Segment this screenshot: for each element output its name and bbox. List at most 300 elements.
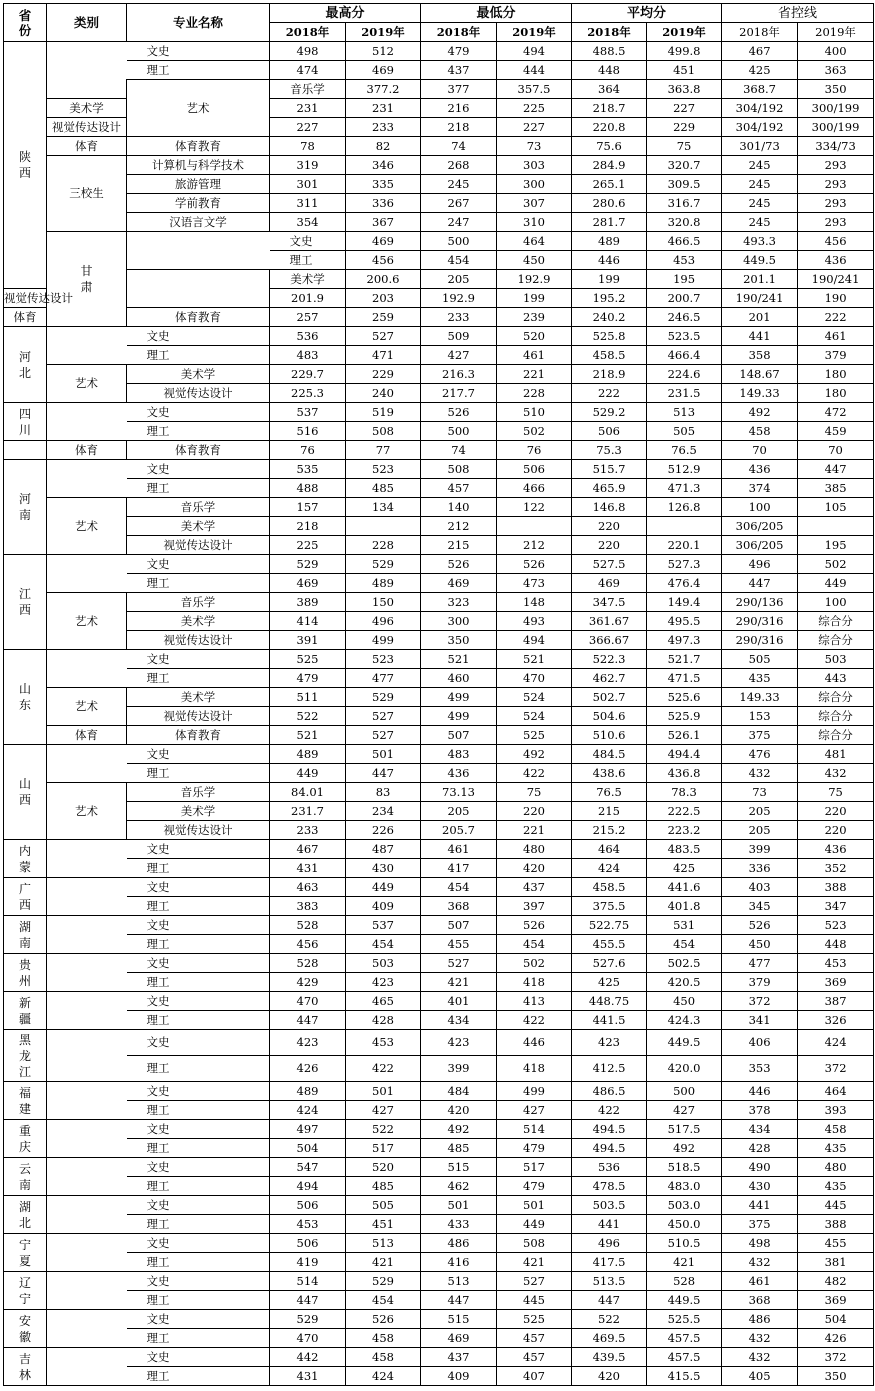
table-row [4, 1011, 874, 1030]
table-row [4, 365, 874, 384]
province-name: 湖南 [18, 919, 31, 950]
table-row [4, 403, 874, 422]
score-cell: 432 [722, 1253, 798, 1272]
category-cell: 艺术 [47, 365, 127, 403]
major-cell: 理工 [127, 1011, 270, 1030]
major-cell: 美术学 [127, 688, 270, 707]
province-name: 贵州 [18, 957, 31, 988]
year-2018-header: 2018年 [421, 23, 497, 42]
major-cell: 理工 [127, 764, 270, 783]
score-cell: 216 [421, 99, 497, 118]
score-cell: 201.1 [722, 270, 798, 289]
score-cell: 379 [722, 973, 798, 992]
table-row [4, 593, 874, 612]
score-cell: 180 [798, 365, 874, 384]
score-cell: 484.5 [572, 745, 647, 764]
score-cell: 222 [572, 384, 647, 403]
score-cell: 148.67 [722, 365, 798, 384]
score-cell: 320.7 [647, 156, 722, 175]
province-header-text: 省份 [18, 7, 32, 38]
score-cell: 220 [798, 802, 874, 821]
score-cell: 492 [647, 1139, 722, 1158]
score-cell: 469 [346, 61, 421, 80]
score-cell: 442 [270, 1348, 346, 1367]
score-cell: 479 [497, 1139, 572, 1158]
score-cell: 505 [722, 650, 798, 669]
score-cell: 427 [421, 346, 497, 365]
score-cell: 467 [722, 42, 798, 61]
score-cell: 510.5 [647, 1234, 722, 1253]
major-cell: 美术学 [127, 612, 270, 631]
score-cell: 458.5 [572, 346, 647, 365]
score-cell: 494.5 [572, 1120, 647, 1139]
category-cell [47, 1272, 127, 1310]
score-cell: 220.1 [647, 536, 722, 555]
score-cell: 478.5 [572, 1177, 647, 1196]
category-cell: 艺术 [47, 593, 127, 650]
score-cell: 220 [572, 536, 647, 555]
category-cell: 艺术 [47, 783, 127, 840]
table-row [4, 213, 874, 232]
score-cell: 422 [346, 1056, 421, 1082]
table-row [4, 1215, 874, 1234]
major-cell: 美术学 [270, 270, 346, 289]
score-cell: 522 [270, 707, 346, 726]
score-cell: 199 [497, 289, 572, 308]
table-row [4, 859, 874, 878]
table-row [4, 1196, 874, 1215]
score-cell: 502.7 [572, 688, 647, 707]
province-cell [4, 1272, 47, 1310]
score-cell: 391 [270, 631, 346, 650]
score-cell: 157 [270, 498, 346, 517]
score-cell: 526 [346, 1310, 421, 1329]
province-name: 宁夏 [18, 1237, 31, 1268]
score-cell: 240.2 [572, 308, 647, 327]
score-cell: 426 [798, 1329, 874, 1348]
score-cell: 484 [421, 1082, 497, 1101]
score-cell: 205 [421, 270, 497, 289]
score-cell: 215 [421, 536, 497, 555]
score-cell: 514 [270, 1272, 346, 1291]
score-cell: 423 [572, 1030, 647, 1056]
province-header [4, 4, 47, 42]
score-cell: 457.5 [647, 1348, 722, 1367]
score-cell: 304/192 [722, 118, 798, 137]
score-cell: 455 [421, 935, 497, 954]
score-cell: 490 [722, 1158, 798, 1177]
score-cell: 483 [270, 346, 346, 365]
score-cell: 479 [421, 42, 497, 61]
major-cell: 视觉传达设计 [4, 289, 47, 308]
score-cell: 495.5 [647, 612, 722, 631]
score-cell: 406 [722, 1030, 798, 1056]
score-cell: 403 [722, 878, 798, 897]
score-cell: 375 [722, 726, 798, 745]
score-cell: 240 [346, 384, 421, 403]
category-cell: 体育 [4, 308, 47, 327]
category-cell [127, 232, 270, 270]
score-cell: 421 [497, 1253, 572, 1272]
score-cell: 76.5 [572, 783, 647, 802]
score-cell: 503.0 [647, 1196, 722, 1215]
score-cell: 462.7 [572, 669, 647, 688]
province-name: 云南 [18, 1161, 31, 1192]
score-cell: 522 [346, 1120, 421, 1139]
score-cell: 74 [421, 137, 497, 156]
score-cell: 447 [722, 574, 798, 593]
table-row [4, 1177, 874, 1196]
major-cell: 旅游管理 [127, 175, 270, 194]
score-cell: 220.8 [572, 118, 647, 137]
score-cell: 233 [270, 821, 346, 840]
score-cell: 526 [421, 555, 497, 574]
score-cell: 375 [722, 1215, 798, 1234]
score-cell: 471.5 [647, 669, 722, 688]
score-cell: 418 [497, 973, 572, 992]
score-cell: 457.5 [647, 1329, 722, 1348]
category-cell [47, 992, 127, 1030]
table-row [4, 574, 874, 593]
score-cell: 431 [270, 859, 346, 878]
province-name: 河北 [18, 349, 31, 380]
score-cell: 512 [346, 42, 421, 61]
table-row [4, 1291, 874, 1310]
score-cell: 525.9 [647, 707, 722, 726]
score-cell: 432 [722, 764, 798, 783]
score-cell: 547 [270, 1158, 346, 1177]
major-cell: 文史 [127, 954, 270, 973]
category-cell [47, 1348, 127, 1386]
category-cell: 艺术 [47, 688, 127, 726]
score-cell: 401 [421, 992, 497, 1011]
score-cell: 445 [798, 1196, 874, 1215]
score-cell: 456 [270, 935, 346, 954]
score-cell: 350 [798, 80, 874, 99]
score-cell: 311 [270, 194, 346, 213]
category-cell [47, 42, 127, 99]
score-cell: 449 [270, 764, 346, 783]
major-cell: 理工 [127, 1139, 270, 1158]
score-cell: 372 [798, 1348, 874, 1367]
score-cell: 423 [346, 973, 421, 992]
score-cell: 501 [497, 1196, 572, 1215]
score-cell: 427 [647, 1101, 722, 1120]
score-cell: 480 [798, 1158, 874, 1177]
score-cell: 234 [346, 802, 421, 821]
major-cell: 文史 [127, 878, 270, 897]
score-cell: 综合分 [798, 726, 874, 745]
score-cell: 205 [722, 802, 798, 821]
score-cell: 529 [346, 1272, 421, 1291]
table-row [4, 479, 874, 498]
score-cell: 494.4 [647, 745, 722, 764]
table-row [4, 517, 874, 536]
score-cell: 492 [421, 1120, 497, 1139]
province-cell [4, 1196, 47, 1234]
score-cell: 77 [346, 441, 421, 460]
score-cell: 447 [346, 764, 421, 783]
score-cell: 212 [421, 517, 497, 536]
score-cell: 412.5 [572, 1056, 647, 1082]
score-cell: 469 [346, 232, 421, 251]
score-cell: 420 [572, 1367, 647, 1386]
score-cell: 220 [572, 517, 647, 536]
header-row-1 [4, 4, 874, 23]
score-cell: 510.6 [572, 726, 647, 745]
score-cell: 424 [346, 1367, 421, 1386]
score-cell [346, 517, 421, 536]
table-row [4, 422, 874, 441]
score-cell: 485 [346, 1177, 421, 1196]
score-cell: 521 [270, 726, 346, 745]
score-cell: 212 [497, 536, 572, 555]
score-cell: 493.3 [722, 232, 798, 251]
score-cell: 508 [421, 460, 497, 479]
score-cell: 78 [270, 137, 346, 156]
major-cell: 文史 [127, 745, 270, 764]
table-row [4, 1120, 874, 1139]
score-cell: 522.75 [572, 916, 647, 935]
major-cell: 理工 [127, 1101, 270, 1120]
score-cell: 524 [497, 688, 572, 707]
table-row [4, 384, 874, 403]
major-cell: 学前教育 [127, 194, 270, 213]
score-cell: 268 [421, 156, 497, 175]
score-cell: 293 [798, 175, 874, 194]
score-cell: 447 [270, 1291, 346, 1310]
score-cell: 448 [572, 61, 647, 80]
score-cell: 460 [421, 669, 497, 688]
score-cell: 75 [798, 783, 874, 802]
score-cell: 413 [497, 992, 572, 1011]
score-cell: 424.3 [647, 1011, 722, 1030]
score-cell: 220 [798, 821, 874, 840]
major-cell: 理工 [127, 574, 270, 593]
score-cell: 448.75 [572, 992, 647, 1011]
score-cell: 369 [798, 1291, 874, 1310]
table-row [4, 840, 874, 859]
score-cell: 458 [346, 1348, 421, 1367]
province-cell [4, 650, 47, 745]
table-row [4, 631, 874, 650]
score-cell: 469 [421, 1329, 497, 1348]
major-cell: 理工 [127, 973, 270, 992]
score-cell: 336 [346, 194, 421, 213]
score-cell: 435 [798, 1139, 874, 1158]
score-cell: 454 [497, 935, 572, 954]
score-cell: 531 [647, 916, 722, 935]
score-cell [798, 517, 874, 536]
score-cell: 525 [270, 650, 346, 669]
score-cell: 309.5 [647, 175, 722, 194]
score-cell: 466.4 [647, 346, 722, 365]
score-cell: 499 [497, 1082, 572, 1101]
score-cell: 515.7 [572, 460, 647, 479]
score-cell: 368 [421, 897, 497, 916]
score-cell: 300 [421, 612, 497, 631]
category-cell: 体育 [47, 137, 127, 156]
score-cell: 430 [346, 859, 421, 878]
major-cell: 文史 [127, 1348, 270, 1367]
score-cell: 481 [798, 745, 874, 764]
major-cell: 文史 [127, 1310, 270, 1329]
major-cell: 文史 [127, 1158, 270, 1177]
score-cell: 470 [497, 669, 572, 688]
score-cell: 515 [421, 1158, 497, 1177]
score-cell: 444 [497, 61, 572, 80]
score-cell: 508 [346, 422, 421, 441]
score-cell: 224.6 [647, 365, 722, 384]
score-cell: 517 [346, 1139, 421, 1158]
score-cell: 336 [722, 859, 798, 878]
min-score-header: 最低分 [421, 4, 572, 23]
category-cell [47, 403, 127, 441]
score-cell: 536 [572, 1158, 647, 1177]
score-cell: 521 [497, 650, 572, 669]
score-cell: 221 [497, 821, 572, 840]
score-cell: 504 [270, 1139, 346, 1158]
score-cell: 432 [722, 1329, 798, 1348]
score-cell: 73 [497, 137, 572, 156]
score-cell: 379 [798, 346, 874, 365]
table-row [4, 194, 874, 213]
table-row [4, 612, 874, 631]
score-cell: 527.5 [572, 555, 647, 574]
major-cell: 文史 [127, 1120, 270, 1139]
score-cell [647, 517, 722, 536]
score-cell: 455.5 [572, 935, 647, 954]
score-cell: 218 [421, 118, 497, 137]
score-cell: 190 [798, 289, 874, 308]
score-cell: 529 [270, 555, 346, 574]
score-cell: 228 [346, 536, 421, 555]
score-cell: 综合分 [798, 631, 874, 650]
category-cell [47, 460, 127, 498]
score-cell: 417.5 [572, 1253, 647, 1272]
score-cell: 450 [497, 251, 572, 270]
score-cell: 150 [346, 593, 421, 612]
score-cell: 467 [270, 840, 346, 859]
major-cell: 视觉传达设计 [127, 631, 270, 650]
province-cell [4, 1348, 47, 1386]
major-cell: 视觉传达设计 [127, 536, 270, 555]
score-cell: 457 [497, 1329, 572, 1348]
score-cell: 267 [421, 194, 497, 213]
score-cell: 388 [798, 1215, 874, 1234]
score-cell: 429 [270, 973, 346, 992]
score-cell: 507 [421, 726, 497, 745]
score-cell: 511 [270, 688, 346, 707]
year-2019-header: 2019年 [798, 23, 874, 42]
score-cell: 494 [497, 42, 572, 61]
score-cell: 525.5 [647, 1310, 722, 1329]
table-row [4, 308, 874, 327]
major-cell: 美术学 [47, 99, 127, 118]
score-cell: 476.4 [647, 574, 722, 593]
score-cell: 350 [798, 1367, 874, 1386]
score-cell: 496 [722, 555, 798, 574]
score-cell: 502 [497, 422, 572, 441]
score-cell: 310 [497, 213, 572, 232]
score-cell: 76.5 [647, 441, 722, 460]
table-row [4, 1139, 874, 1158]
category-cell [47, 916, 127, 954]
score-cell: 457 [497, 1348, 572, 1367]
province-cell [4, 878, 47, 916]
score-cell: 231.5 [647, 384, 722, 403]
score-cell: 441 [572, 1215, 647, 1234]
avg-score-header: 平均分 [572, 4, 722, 23]
major-cell: 理工 [127, 669, 270, 688]
score-cell: 383 [270, 897, 346, 916]
score-cell: 70 [798, 441, 874, 460]
score-cell: 500 [647, 1082, 722, 1101]
province-cell [4, 42, 47, 289]
score-cell: 281.7 [572, 213, 647, 232]
score-cell: 458.5 [572, 878, 647, 897]
score-cell: 458 [798, 1120, 874, 1139]
score-cell: 461 [722, 1272, 798, 1291]
score-cell: 469.5 [572, 1329, 647, 1348]
table-row [4, 897, 874, 916]
score-cell: 502.5 [647, 954, 722, 973]
score-cell: 427 [497, 1101, 572, 1120]
score-cell: 449 [497, 1215, 572, 1234]
score-cell: 222 [798, 308, 874, 327]
score-cell: 441 [722, 1196, 798, 1215]
major-cell: 视觉传达设计 [47, 118, 127, 137]
score-cell: 231.7 [270, 802, 346, 821]
score-cell: 424 [798, 1030, 874, 1056]
province-cell [4, 403, 47, 441]
province-cell [4, 1158, 47, 1196]
score-cell: 466.5 [647, 232, 722, 251]
score-cell: 146.8 [572, 498, 647, 517]
score-cell: 100 [722, 498, 798, 517]
score-cell: 453 [270, 1215, 346, 1234]
score-cell: 494.5 [572, 1139, 647, 1158]
score-cell: 323 [421, 593, 497, 612]
score-cell: 149.33 [722, 384, 798, 403]
major-cell: 理工 [127, 897, 270, 916]
score-cell: 466 [497, 479, 572, 498]
score-cell: 537 [346, 916, 421, 935]
province-name: 陕西 [18, 150, 31, 180]
category-cell [47, 1310, 127, 1348]
score-cell: 374 [722, 479, 798, 498]
score-cell: 304/192 [722, 99, 798, 118]
score-cell: 451 [346, 1215, 421, 1234]
score-cell: 364 [572, 80, 647, 99]
major-cell: 体育教育 [127, 308, 270, 327]
score-cell: 465.9 [572, 479, 647, 498]
score-cell: 200.6 [346, 270, 421, 289]
score-cell: 75.6 [572, 137, 647, 156]
score-cell: 73.13 [421, 783, 497, 802]
score-cell: 388 [798, 878, 874, 897]
table-row [4, 992, 874, 1011]
score-cell: 397 [497, 897, 572, 916]
score-cell: 76 [497, 441, 572, 460]
score-cell: 420 [421, 1101, 497, 1120]
score-cell: 500 [421, 232, 497, 251]
table-row [4, 156, 874, 175]
province-name: 甘肃 [80, 264, 93, 294]
max-score-header: 最高分 [270, 4, 421, 23]
major-cell: 音乐学 [127, 498, 270, 517]
score-cell: 430 [722, 1177, 798, 1196]
